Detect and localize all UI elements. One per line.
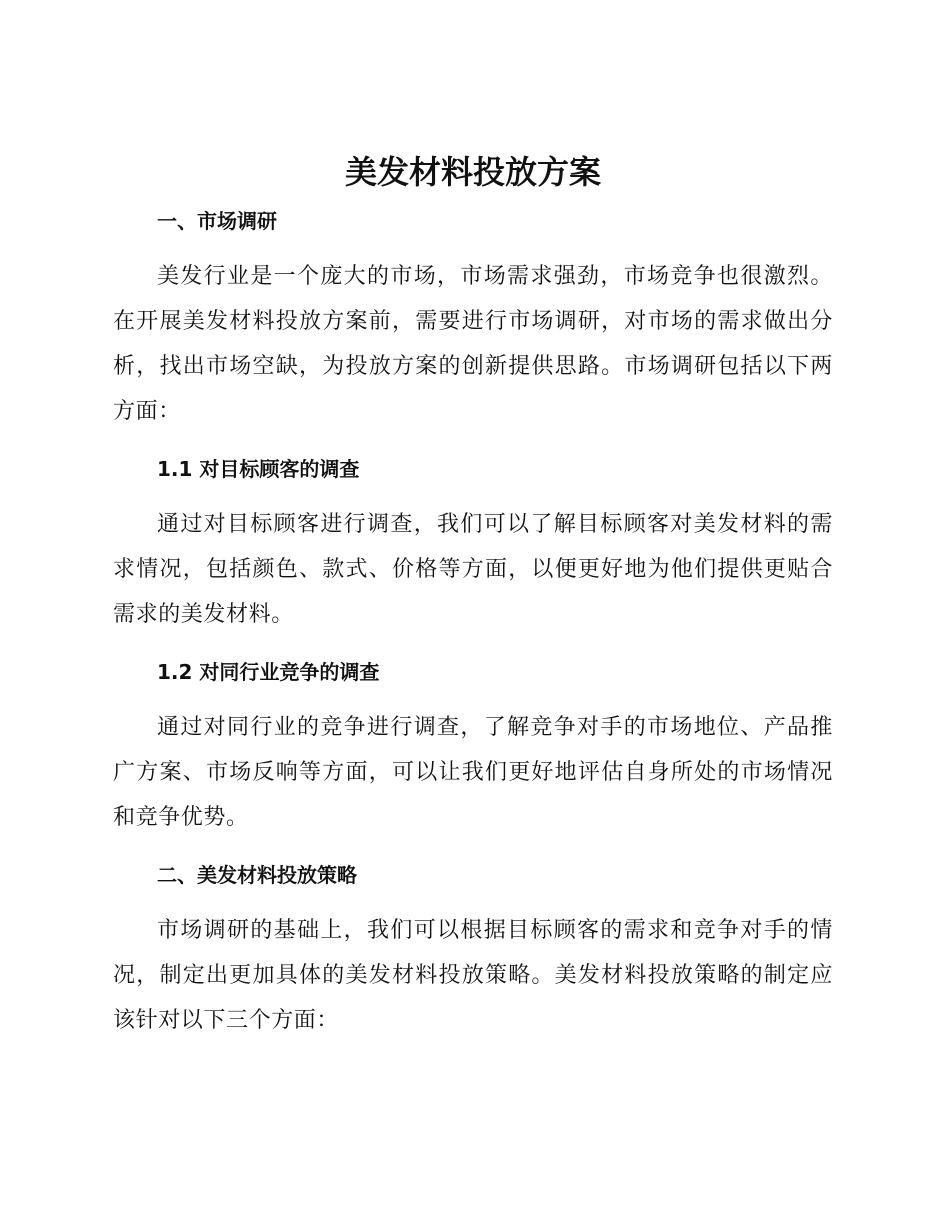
subsection-body-target-customers: 通过对目标顾客进行调查，我们可以了解目标顾客对美发材料的需求情况，包括颜色、款式、价格等方面，以便更好地为他们提供更贴合需求的美发材料。 — [113, 512, 833, 627]
subsection-heading-target-customers: 1.1 对目标顾客的调查 — [157, 457, 360, 481]
section-intro-market-research: 美发行业是一个庞大的市场，市场需求强劲，市场竞争也很激烈。在开展美发材料投放方案前，需要进行市场调研，对市场的需求做出分析，找出市场空缺，为投放方案的创新提供思路。市场调研包括以下两方面： — [113, 264, 833, 424]
document-title: 美发材料投放方案 — [344, 153, 601, 191]
document-content — [113, 148, 833, 1065]
subsection-heading-competitors: 1.2 对同行业竞争的调查 — [157, 660, 380, 684]
section-heading-strategy: 二、美发材料投放策略 — [157, 863, 357, 887]
section-heading-market-research: 一、市场调研 — [157, 209, 277, 233]
subsection-body-competitors: 通过对同行业的竞争进行调查，了解竞争对手的市场地位、产品推广方案、市场反响等方面，可以让我们更好地评估自身所处的市场情况和竞争优势。 — [113, 715, 833, 830]
section-intro-strategy: 市场调研的基础上，我们可以根据目标顾客的需求和竞争对手的情况，制定出更加具体的美发材料投放策略。美发材料投放策略的制定应该针对以下三个方面： — [113, 918, 833, 1033]
